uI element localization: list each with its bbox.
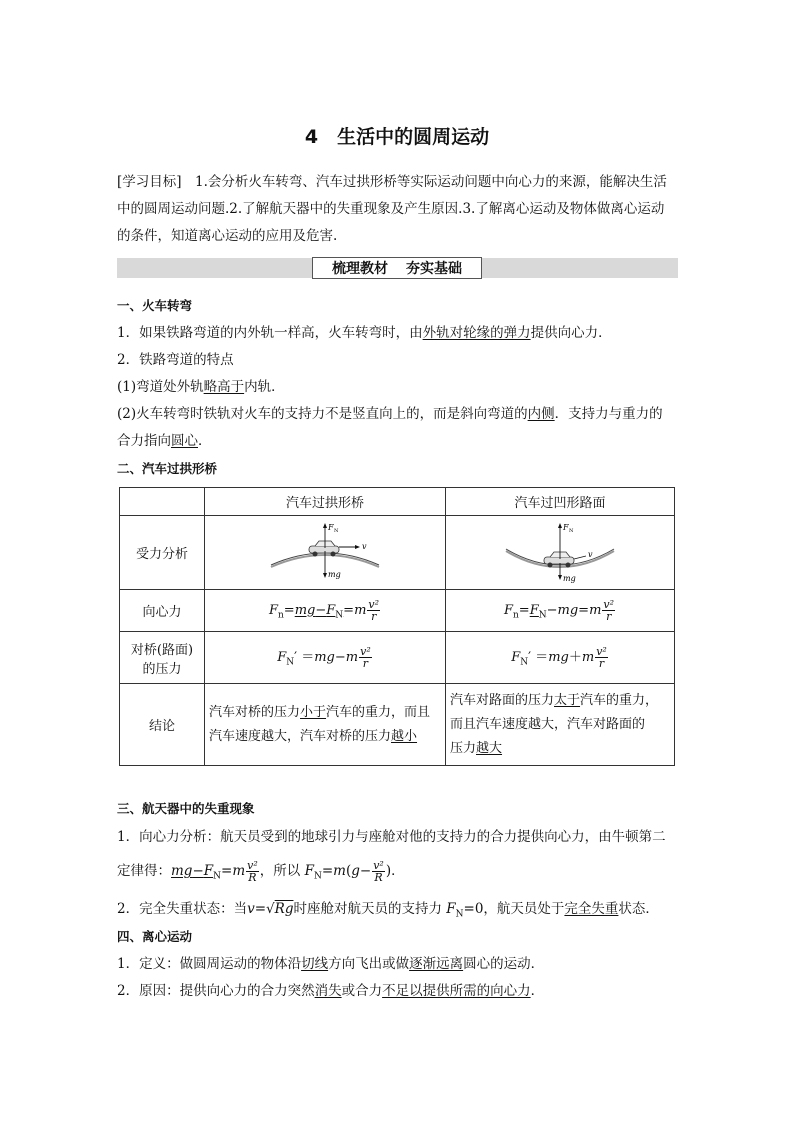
s1-p4: (2)火车转弯时铁轨对火车的支持力不是竖直向上的，而是斜向弯道的内侧．支持力与重力的 <box>117 406 663 422</box>
conclusion-concave: 汽车对路面的压力太于汽车的重力， 而且汽车速度越大，汽车对路面的 压力越大 <box>446 684 675 766</box>
row-label-centripetal: 向心力 <box>120 590 205 632</box>
s1-p1: 1．如果铁路弯道的内外轨一样高，火车转弯时，由外轨对轮缘的弹力提供向心力． <box>117 325 612 341</box>
objectives-line-3: 的条件，知道离心运动的应用及危害. <box>117 228 338 244</box>
arch-bridge-diagram <box>265 519 385 583</box>
s1-p5: 合力指向圆心． <box>117 433 212 449</box>
s3-p2: 定律得：$mg-F_N=m$ $\frac{\text{v²}}{R}$ ，所以 $F_N=m(g-$ $\frac{\text{v²}}{R}$ )． <box>117 859 405 884</box>
svg-text:v: v <box>588 549 593 559</box>
svg-text:F: F <box>328 522 334 532</box>
heading-arch-bridge: 二、汽车过拱形桥 <box>117 461 218 476</box>
s3-p1: 1．向心力分析：航天员受到的地球引力与座舱对他的支持力的合力提供向心力，由牛顿第二 <box>117 829 666 845</box>
s4-p1: 1．定义：做圆周运动的物体沿切线方向飞出或做逐渐远离圆心的运动． <box>117 956 545 972</box>
heading-weightlessness: 三、航天器中的失重现象 <box>117 801 255 816</box>
objectives-label: [学习目标] <box>117 174 182 190</box>
conclusion-arch: 汽车对桥的压力小于汽车的重力，而且 汽车速度越大，汽车对桥的压力越小 <box>205 684 446 766</box>
svg-text:F: F <box>563 522 569 532</box>
objectives-line-2: 中的圆周运动问题.2.了解航天器中的失重现象及产生原因.3.了解离心运动及物体做离心运动 <box>117 201 665 217</box>
svg-text:mg: mg <box>563 573 576 583</box>
row-label-pressure: 对桥(路面) 的压力 <box>120 632 205 684</box>
objectives-line-1: [学习目标] 1.会分析火车转弯、汽车过拱形桥等实际运动问题中向心力的来源，能解决生活 <box>117 174 667 190</box>
formula-pressure-arch: $F_N' =mg-m$ $\frac{\text{v²}}{r}$ <box>205 632 446 684</box>
comparison-table <box>119 487 675 766</box>
banner-right-text: 夯实基础 <box>406 261 462 277</box>
formula-centripetal-arch: $F_n=mg-F_N=m$ $\frac{\text{v²}}{r}$ <box>205 590 446 632</box>
row-label-conclusion: 结论 <box>120 684 205 766</box>
concave-road-diagram <box>500 519 620 583</box>
s1-p2: 2．铁路弯道的特点 <box>117 352 234 368</box>
formula-pressure-concave: $F_N' =mg+m$ $\frac{\text{v²}}{r}$ <box>446 632 675 684</box>
svg-text:N: N <box>334 527 339 534</box>
figure-arch-bridge <box>205 516 446 590</box>
page-title: 4 生活中的圆周运动 <box>304 126 490 148</box>
svg-text:N: N <box>569 527 574 534</box>
formula-centripetal-concave: $F_n=F_N-mg=m$ $\frac{\text{v²}}{r}$ <box>446 590 675 632</box>
svg-text:v: v <box>362 541 367 551</box>
section-banner <box>312 257 482 279</box>
heading-train-turn: 一、火车转弯 <box>117 298 193 313</box>
heading-centrifugal: 四、离心运动 <box>117 929 193 944</box>
col-header-arch: 汽车过拱形桥 <box>205 488 446 516</box>
s1-p3: (1)弯道处外轨略高于内轨． <box>117 379 285 395</box>
banner-left-text: 梳理教材 <box>332 261 388 277</box>
svg-text:mg: mg <box>328 569 341 579</box>
s3-p3: 2．完全失重状态：当v=√Rg时座舱对航天员的支持力 $F_N=0$，航天员处于完全失重状态． <box>117 901 659 920</box>
table-corner <box>120 488 205 516</box>
s4-p2: 2．原因：提供向心力的合力突然消失或合力不足以提供所需的向心力． <box>117 983 545 999</box>
figure-concave-road <box>446 516 675 590</box>
col-header-concave: 汽车过凹形路面 <box>446 488 675 516</box>
row-label-force: 受力分析 <box>120 516 205 590</box>
